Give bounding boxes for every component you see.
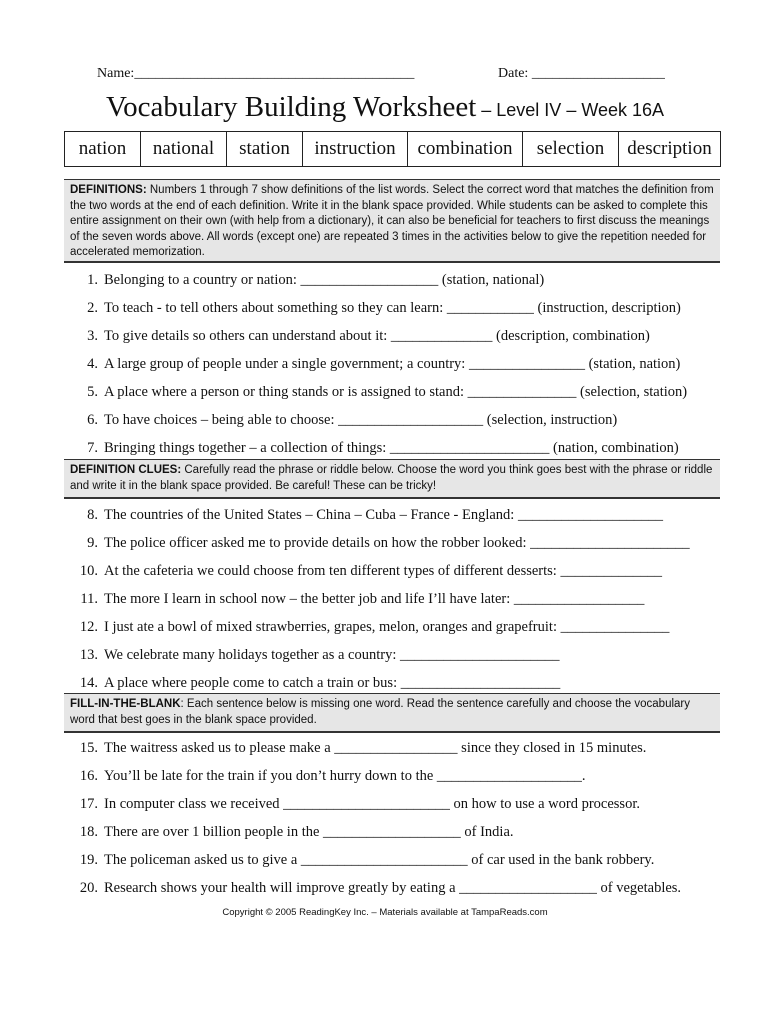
word-cell: national bbox=[141, 132, 227, 167]
question-number: 3. bbox=[87, 328, 98, 344]
question-item bbox=[64, 410, 720, 430]
question-item bbox=[64, 561, 720, 581]
question-item bbox=[64, 382, 720, 402]
question-text: I just ate a bowl of mixed strawberries, grapes, melon, oranges and grapefruit: _______________ bbox=[104, 619, 670, 635]
name-field[interactable]: Name:________________________________________ bbox=[97, 66, 415, 81]
question-text: A place where a person or thing stands or is assigned to stand: _______________ (selection, station) bbox=[104, 384, 688, 400]
question-text: In computer class we received _______________________ on how to use a word processor. bbox=[104, 796, 640, 812]
question-item bbox=[64, 645, 720, 665]
word-cell: instruction bbox=[303, 132, 408, 167]
question-number: 4. bbox=[87, 356, 98, 372]
question-text: The waitress asked us to please make a _________________ since they closed in 15 minutes. bbox=[104, 740, 647, 756]
question-number: 17. bbox=[79, 796, 98, 812]
word-list-table bbox=[64, 131, 721, 167]
word-cell: selection bbox=[523, 132, 619, 167]
question-text: Bringing things together – a collection of things: ______________________ (nation, combination) bbox=[104, 440, 679, 456]
question-item bbox=[64, 794, 720, 814]
word-cell: combination bbox=[408, 132, 523, 167]
question-number: 15. bbox=[79, 740, 98, 756]
question-item bbox=[64, 822, 720, 842]
word-cell: description bbox=[619, 132, 721, 167]
question-number: 7. bbox=[87, 440, 98, 456]
question-item bbox=[64, 878, 720, 898]
question-text: To teach - to tell others about something so they can learn: ____________ (instruction, description) bbox=[104, 300, 681, 316]
question-text: The countries of the United States – China – Cuba – France - England: ____________________ bbox=[104, 507, 663, 523]
question-text: We celebrate many holidays together as a country: ______________________ bbox=[104, 647, 560, 663]
clues-instructions bbox=[64, 459, 720, 499]
question-number: 11. bbox=[80, 591, 98, 607]
question-item bbox=[64, 589, 720, 609]
question-item bbox=[64, 354, 720, 374]
question-text: Research shows your health will improve greatly by eating a ___________________ of vegetables. bbox=[104, 880, 682, 896]
question-number: 14. bbox=[79, 675, 98, 691]
question-item bbox=[64, 270, 720, 290]
question-number: 1. bbox=[87, 272, 98, 288]
question-number: 18. bbox=[79, 824, 98, 840]
question-text: A large group of people under a single government; a country: ________________ (station, nation) bbox=[104, 356, 681, 372]
question-text: To give details so others can understand about it: ______________ (description, combination) bbox=[104, 328, 650, 344]
word-cell: nation bbox=[65, 132, 141, 167]
copyright-footer: Copyright © 2005 ReadingKey Inc. – Materials available at TampaReads.com bbox=[222, 907, 548, 918]
definitions-text: Numbers 1 through 7 show definitions of the list words. Select the correct word that matches the definition from the two words at the end of each definition. Write it in the blank space provided. While students can be asked to complete this entire assignment on their own (with help from a dictionary), it can also be beneficial for teachers to first discuss the meanings of the seven words above. All words (except one) are repeated 3 times in the activities below to give the repetition needed for accelerated memorization. bbox=[70, 184, 714, 259]
question-text: To have choices – being able to choose: ____________________ (selection, instruction) bbox=[104, 412, 618, 428]
question-item bbox=[64, 326, 720, 346]
date-field[interactable]: Date: ___________________ bbox=[498, 66, 665, 81]
definitions-heading: DEFINITIONS: bbox=[70, 184, 147, 196]
question-number: 20. bbox=[79, 880, 98, 896]
question-text: The policeman asked us to give a _______________________ of car used in the bank robbery. bbox=[104, 852, 655, 868]
question-number: 8. bbox=[87, 507, 98, 523]
title-main: Vocabulary Building Worksheet bbox=[105, 91, 477, 123]
question-item bbox=[64, 766, 720, 786]
title-sub: – Level IV – Week 16A bbox=[476, 100, 665, 120]
question-number: 16. bbox=[79, 768, 98, 784]
question-text: The more I learn in school now – the better job and life I’ll have later: __________________ bbox=[104, 591, 645, 607]
question-number: 5. bbox=[87, 384, 98, 400]
question-text: At the cafeteria we could choose from ten different types of different desserts: ______________ bbox=[104, 563, 662, 579]
question-text: A place where people come to catch a train or bus: ______________________ bbox=[104, 675, 561, 691]
name-date-line bbox=[97, 66, 707, 86]
question-item bbox=[64, 505, 720, 525]
question-text: You’ll be late for the train if you don’t hurry down to the ____________________. bbox=[104, 768, 586, 784]
question-number: 9. bbox=[87, 535, 98, 551]
definitions-instructions bbox=[64, 179, 720, 263]
question-number: 6. bbox=[87, 412, 98, 428]
question-text: There are over 1 billion people in the ___________________ of India. bbox=[104, 824, 514, 840]
question-number: 13. bbox=[79, 647, 98, 663]
question-number: 19. bbox=[79, 852, 98, 868]
question-number: 10. bbox=[79, 563, 98, 579]
question-item bbox=[64, 738, 720, 758]
question-item bbox=[64, 673, 720, 693]
question-number: 12. bbox=[79, 619, 98, 635]
question-text: The police officer asked me to provide details on how the robber looked: ______________________ bbox=[104, 535, 690, 551]
fill-instructions bbox=[64, 693, 720, 733]
question-item bbox=[64, 850, 720, 870]
question-item bbox=[64, 617, 720, 637]
fill-text: : Each sentence below is missing one word. Read the sentence carefully and choose the vocabulary word that best goes in the blank space provided. bbox=[70, 698, 691, 726]
question-item bbox=[64, 533, 720, 553]
page-title bbox=[0, 91, 770, 124]
question-text: Belonging to a country or nation: ___________________ (station, national) bbox=[104, 272, 545, 288]
word-cell: station bbox=[227, 132, 303, 167]
clues-text: Carefully read the phrase or riddle below. Choose the word you think goes best with the phrase or riddle and write it in the blank space provided. Be careful! These can be tricky! bbox=[70, 464, 713, 492]
question-item bbox=[64, 438, 720, 458]
question-item bbox=[64, 298, 720, 318]
fill-heading: FILL-IN-THE-BLANK bbox=[70, 698, 181, 710]
question-number: 2. bbox=[87, 300, 98, 316]
clues-heading: DEFINITION CLUES: bbox=[70, 464, 182, 476]
